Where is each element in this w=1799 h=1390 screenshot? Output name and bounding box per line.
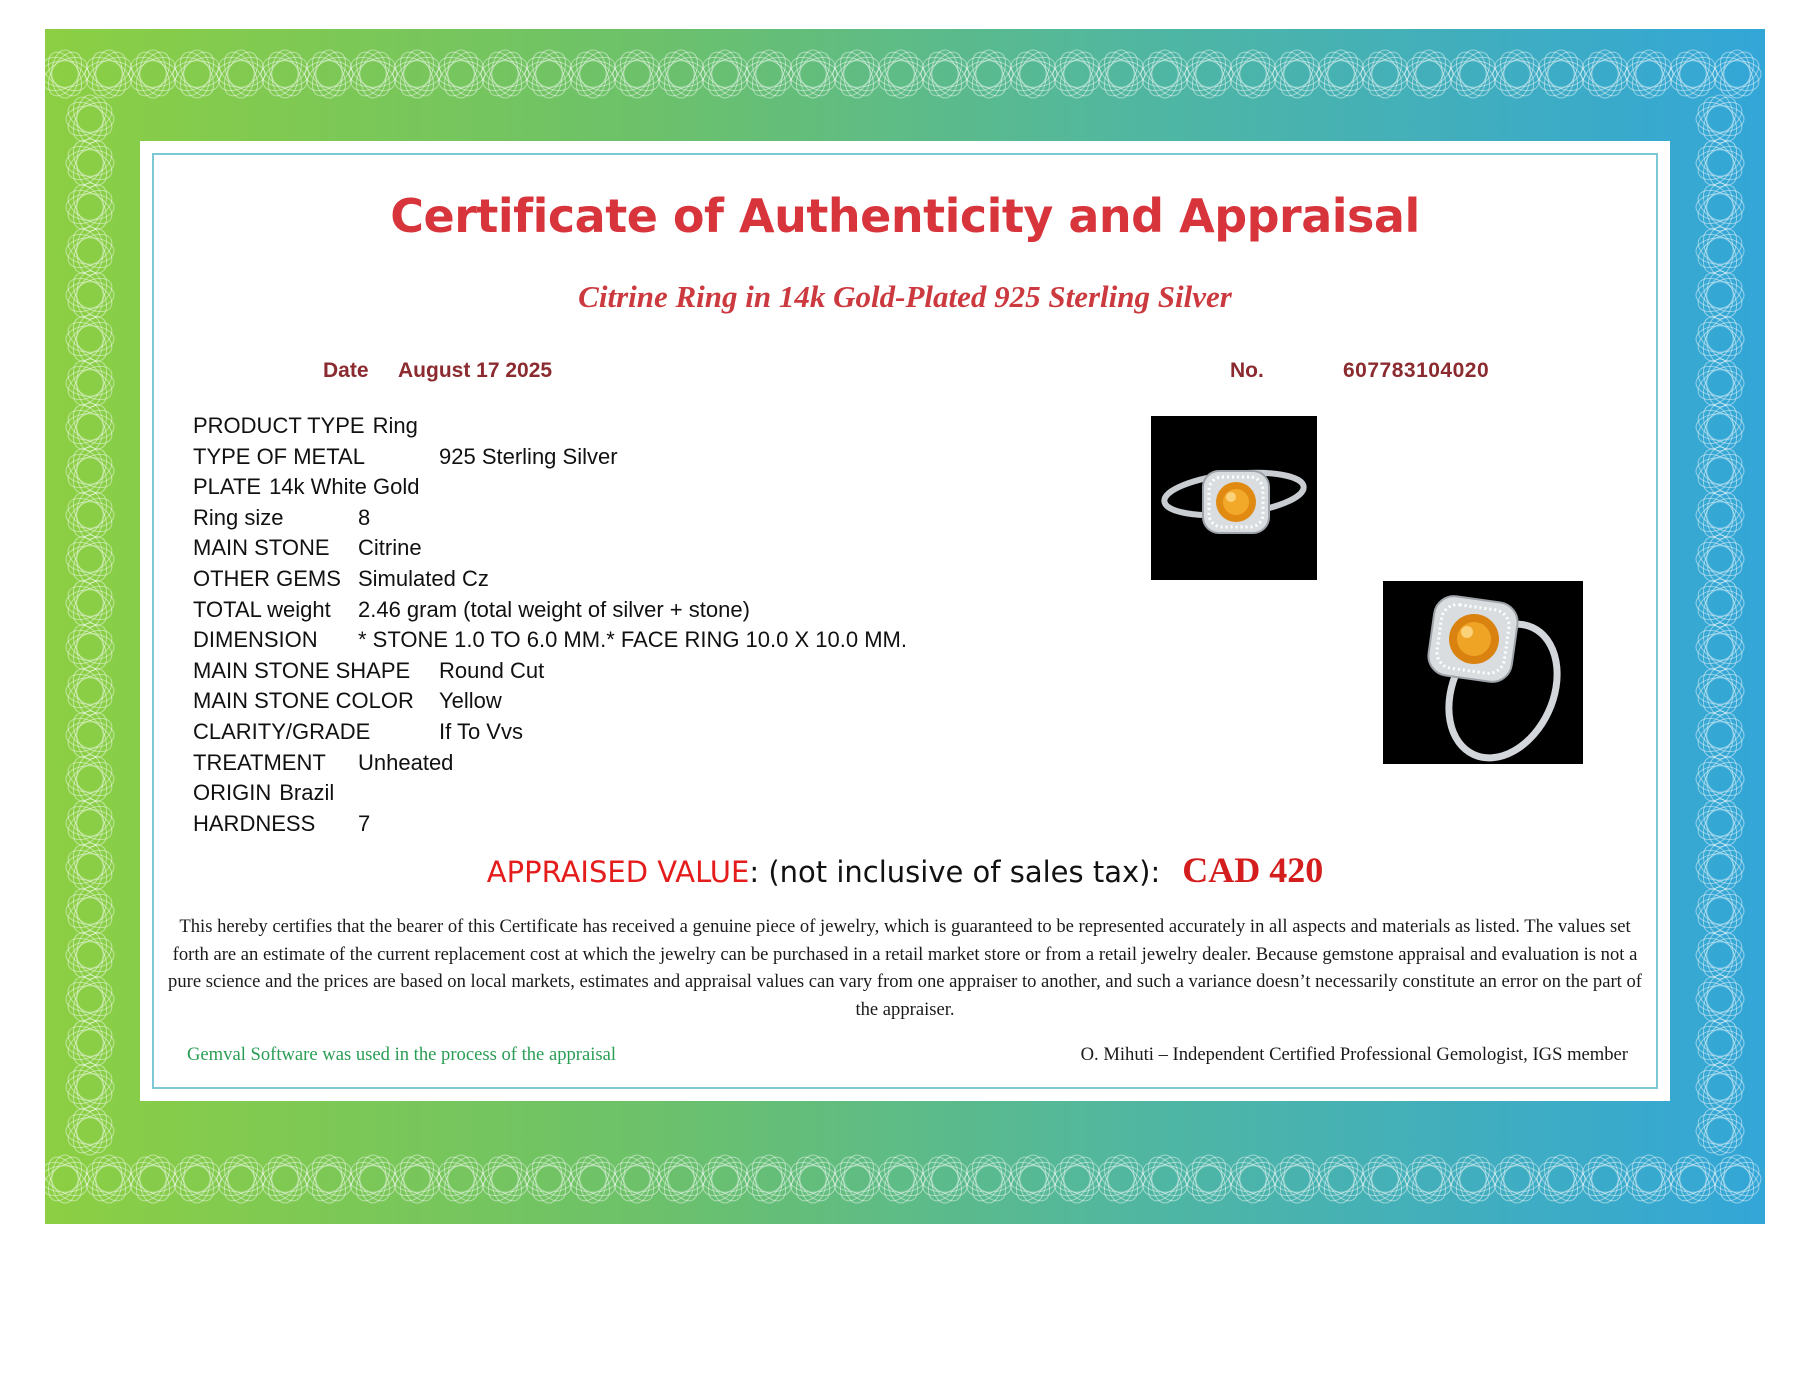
spec-value: Simulated Cz xyxy=(358,566,489,591)
spec-value: 925 Sterling Silver xyxy=(439,443,618,469)
certificate-body xyxy=(140,141,1670,1101)
spec-value: If To Vvs xyxy=(439,719,523,744)
spec-row xyxy=(193,778,334,808)
spec-row xyxy=(193,625,907,655)
spec-value: 7 xyxy=(358,810,371,836)
certificate-border xyxy=(45,29,1765,1224)
spec-row xyxy=(193,411,418,441)
spec-label: DIMENSION xyxy=(193,627,318,653)
spec-label: TOTAL weight xyxy=(193,596,331,622)
spec-row xyxy=(193,442,618,472)
spec-value: Yellow xyxy=(439,688,502,714)
gemologist-signature: O. Mihuti – Independent Certified Professional Gemologist, IGS member xyxy=(1080,1044,1628,1065)
appraised-value-label: APPRAISED VALUE xyxy=(486,855,750,889)
certification-statement: This hereby certifies that the bearer of this Certificate has received a genuine piece of jewelry, which is guaranteed to be represented accurately in all aspects and materials as listed. The values set forth are an estimate of the current replacement cost at which the jewelry can be purchased in a retail market store or from a retail jewelry dealer. Because gemstone appraisal and evaluation is not a pure science and the prices are based on local markets, estimates and appraisal values can vary from one appraiser to another, and such a variance doesn’t necessarily constitute an error on the part of the appraiser. xyxy=(168,916,1642,1020)
spec-label: PRODUCT TYPE xyxy=(193,413,365,438)
ring-photo-top-view xyxy=(1151,416,1317,580)
spec-label: MAIN STONE SHAPE xyxy=(193,657,411,683)
spec-label: MAIN STONE COLOR xyxy=(193,688,414,714)
spec-value: Citrine xyxy=(358,535,422,561)
date-label: Date xyxy=(323,359,369,382)
appraised-value-amount: CAD 420 xyxy=(1182,850,1324,890)
spec-value: * STONE 1.0 TO 6.0 MM.* FACE RING 10.0 X 10.0 MM. xyxy=(358,627,907,653)
date-value: August 17 2025 xyxy=(398,359,553,382)
spec-label: OTHER GEMS xyxy=(193,566,341,591)
ring-photo-angle-view xyxy=(1383,581,1583,764)
spec-value: 14k White Gold xyxy=(269,474,420,500)
appraised-value-line xyxy=(140,849,1670,891)
appraised-value-qualifier: : (not inclusive of sales tax): xyxy=(749,855,1161,889)
spec-value: Round Cut xyxy=(439,657,545,683)
certificate-number-label: No. xyxy=(1230,359,1264,382)
spec-value: Ring xyxy=(372,413,418,438)
spec-label: CLARITY/GRADE xyxy=(193,719,371,744)
spec-label: ORIGIN xyxy=(193,780,272,806)
certificate-number: 607783104020 xyxy=(1343,359,1490,382)
spec-label: Ring size xyxy=(193,504,284,530)
spec-label: TYPE OF METAL xyxy=(193,443,365,469)
spec-row xyxy=(193,564,489,594)
spec-label: HARDNESS xyxy=(193,810,316,836)
spec-label: TREATMENT xyxy=(193,749,326,775)
spec-row xyxy=(193,686,502,716)
spec-row xyxy=(193,533,422,563)
spec-row xyxy=(193,809,371,839)
spec-value: 8 xyxy=(358,504,371,530)
certificate-subtitle: Citrine Ring in 14k Gold-Plated 925 Sterling Silver xyxy=(578,279,1232,314)
spec-row xyxy=(193,472,419,502)
spec-row xyxy=(193,748,454,778)
spec-row xyxy=(193,595,750,625)
spec-value: Brazil xyxy=(279,780,335,806)
spec-label: PLATE xyxy=(193,474,262,500)
spec-row xyxy=(193,503,371,533)
software-note: Gemval Software was used in the process of the appraisal xyxy=(187,1044,617,1065)
spec-value: 2.46 gram (total weight of silver + stone) xyxy=(358,596,750,622)
certificate-title: Certificate of Authenticity and Appraisal xyxy=(390,189,1420,243)
spec-value: Unheated xyxy=(358,749,454,775)
spec-label: MAIN STONE xyxy=(193,535,330,561)
spec-row xyxy=(193,717,523,747)
spec-row xyxy=(193,656,545,686)
